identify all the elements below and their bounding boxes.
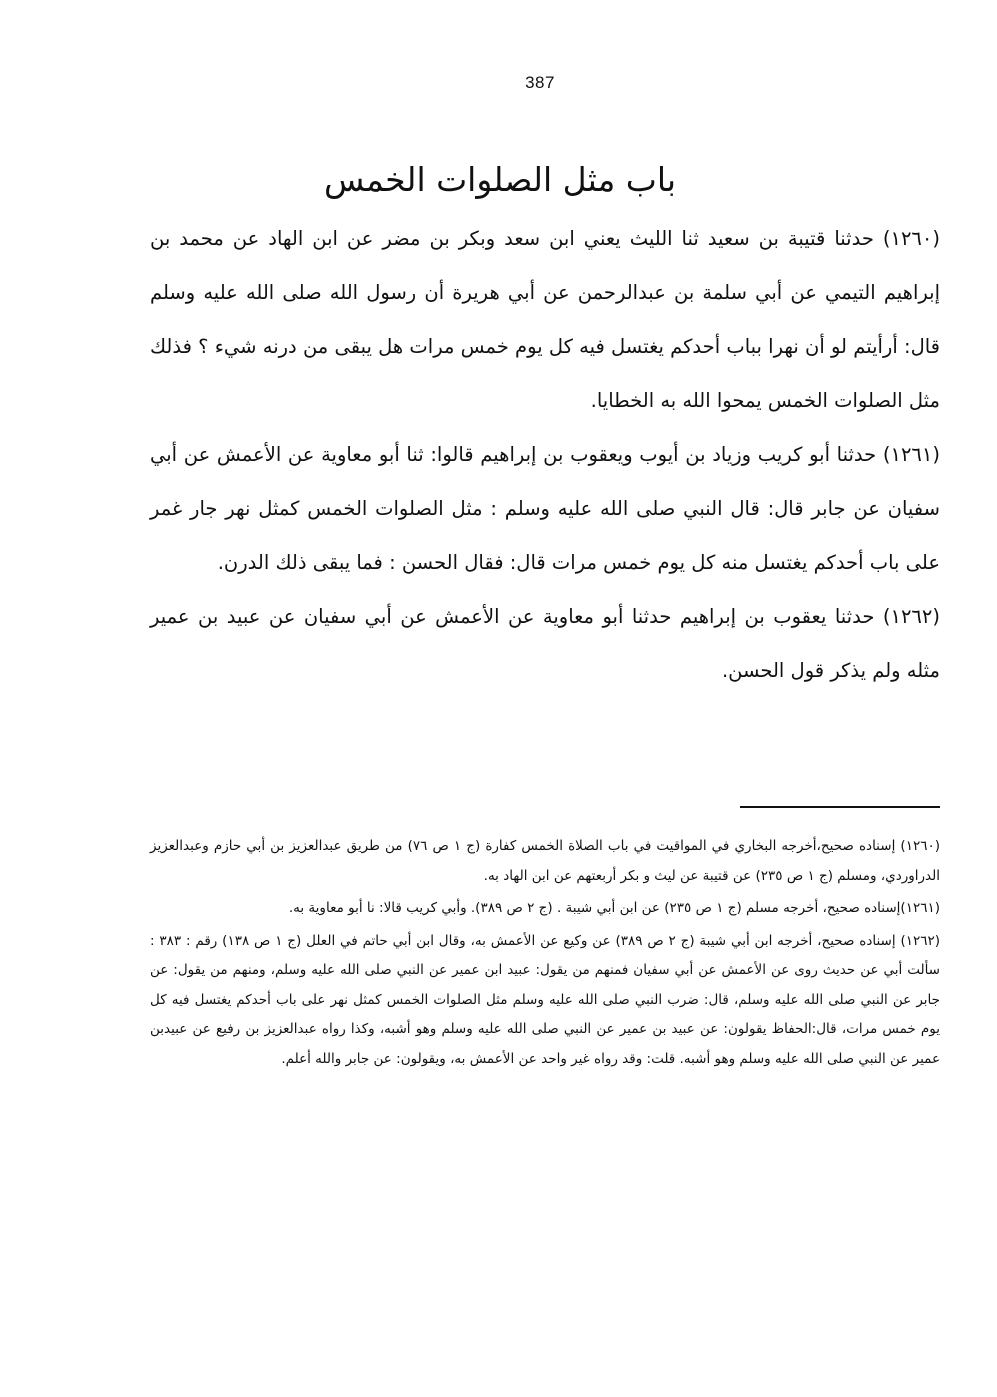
page-number: 387 [525, 73, 555, 92]
footnote-1261: (١٢٦١)إسناده صحيح، أخرجه مسلم (ج ١ ص ٢٣٥) عن ابن أبي شيبة . (ج ٢ ص ٣٨٩). وأبي كريب قالا: نا أبو معاوية به. [288, 900, 940, 916]
hadith-1260: (١٢٦٠) حدثنا قتيبة بن سعيد ثنا الليث يعني ابن سعد وبكر بن مضر عن ابن الهاد عن محمد بن إبراهيم التيمي عن أبي سلمة بن عبدالرحمن عن أبي هريرة أن رسول الله صلى الله عليه وسلم قال: أرأيتم لو أن نهرا بباب أحدكم يغتسل فيه كل يوم خمس مرات هل يبقى من درنه شيء ؟ فذلك مثل الصلوات الخمس يمحوا الله به الخطايا. [150, 227, 940, 412]
footnote-1260: (١٢٦٠) إسناده صحيح،أخرجه البخاري في المواقيت في باب الصلاة الخمس كفارة (ج ١ ص ٧٦) من طريق عبدالعزيز بن أبي حازم وعبدالعزيز الدراوردي، ومسلم (ج ١ ص ٢٣٥) عن قتيبة عن ليث و بكر أربعتهم عن ابن الهاد به. [150, 838, 940, 884]
hadith-1261: (١٢٦١) حدثنا أبو كريب وزياد بن أيوب ويعقوب بن إبراهيم قالوا: ثنا أبو معاوية عن الأعمش عن أبي سفيان عن جابر قال: قال النبي صلى الله عليه وسلم : مثل الصلوات الخمس كمثل نهر جار غمر على باب أحدكم يغتسل منه كل يوم خمس مرات قال: فقال الحسن : فما يبقى ذلك الدرن. [150, 443, 940, 574]
hadith-section [150, 212, 940, 698]
footnotes-section [150, 832, 940, 1077]
footnote-divider [740, 806, 940, 808]
hadith-1262: (١٢٦٢) حدثنا يعقوب بن إبراهيم حدثنا أبو معاوية عن الأعمش عن أبي سفيان عن عبيد بن عمير مثله ولم يذكر قول الحسن. [150, 605, 940, 682]
footnote-1262: (١٢٦٢) إسناده صحيح، أخرجه ابن أبي شيبة (ج ٢ ص ٣٨٩) عن وكيع عن الأعمش به، وقال ابن أبي حاتم في العلل (ج ١ ص ١٣٨) رقم : ٣٨٣ : سألت أبي عن حديث روى عن الأعمش عن أبي سفيان فمنهم من يقول: عبيد ابن عمير عن النبي صلى الله عليه وسلم، ومنهم من يقول: عن جابر عن النبي صلى الله عليه وسلم، قال: ضرب النبي صلى الله عليه وسلم مثل الصلوات الخمس كمثل نهر على باب أحدكم يغتسل فيه كل يوم خمس مرات، قال:الحفاظ يقولون: عن عبيد بن عمير عن النبي صلى الله عليه وسلم وهو أشبه، وكذا رواه عبدالعزيز بن رفيع عن عبيدبن عمير عن النبي صلى الله عليه وسلم وهو أشبه. قلت: وقد رواه غير واحد عن الأعمش به، ويقولون: عن جابر والله أعلم. [150, 932, 941, 1067]
chapter-title: باب مثل الصلوات الخمس [323, 160, 677, 199]
